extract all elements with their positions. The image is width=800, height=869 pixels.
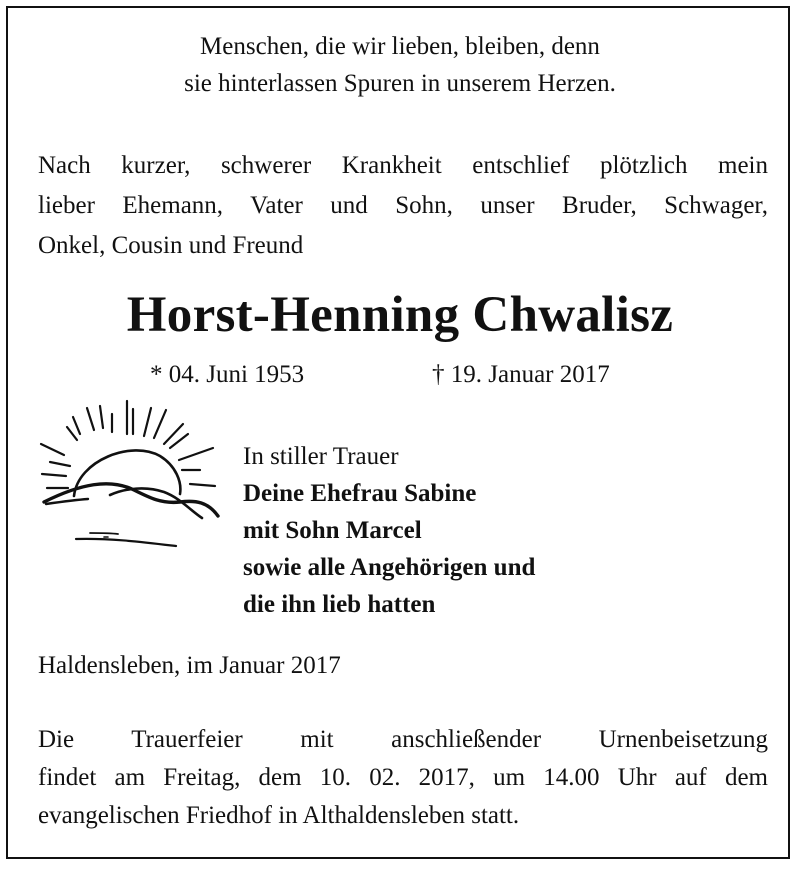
place-and-date: Haldensleben, im Januar 2017 — [38, 652, 341, 679]
ceremony-line: evangelischen Friedhof in Althaldensleben statt. — [38, 802, 520, 829]
mourner-line: sowie alle Angehörigen und — [243, 554, 536, 581]
motto-line: sie hinterlassen Spuren in unserem Herzen. — [184, 70, 616, 97]
intro-line: Onkel, Cousin und Freund — [38, 232, 304, 259]
ceremony-paragraph — [38, 721, 768, 835]
mourner-line: die ihn lieb hatten — [243, 591, 436, 618]
motto-line: Menschen, die wir lieben, bleiben, denn — [200, 33, 600, 60]
ceremony-line: findet am Freitag, dem 10. 02. 2017, um 14.00 Uhr auf dem — [38, 764, 768, 791]
intro-paragraph — [38, 146, 768, 266]
intro-line: lieber Ehemann, Vater und Sohn, unser Bruder, Schwager, — [38, 192, 768, 219]
motto-quote — [0, 28, 800, 102]
death-date: † 19. Januar 2017 — [432, 361, 610, 388]
mourners-block — [243, 438, 535, 623]
intro-line: Nach kurzer, schwerer Krankheit entschlief plötzlich mein — [38, 152, 768, 179]
mourning-intro: In stiller Trauer — [243, 443, 399, 470]
mourner-line: Deine Ehefrau Sabine — [243, 480, 477, 507]
mourner-line: mit Sohn Marcel — [243, 517, 422, 544]
birth-date: * 04. Juni 1953 — [150, 361, 305, 388]
ceremony-line: Die Trauerfeier mit anschließender Urnenbeisetzung — [38, 726, 768, 753]
deceased-name: Horst-Henning Chwalisz — [126, 287, 674, 343]
sunrise-over-hills-icon — [30, 392, 230, 557]
